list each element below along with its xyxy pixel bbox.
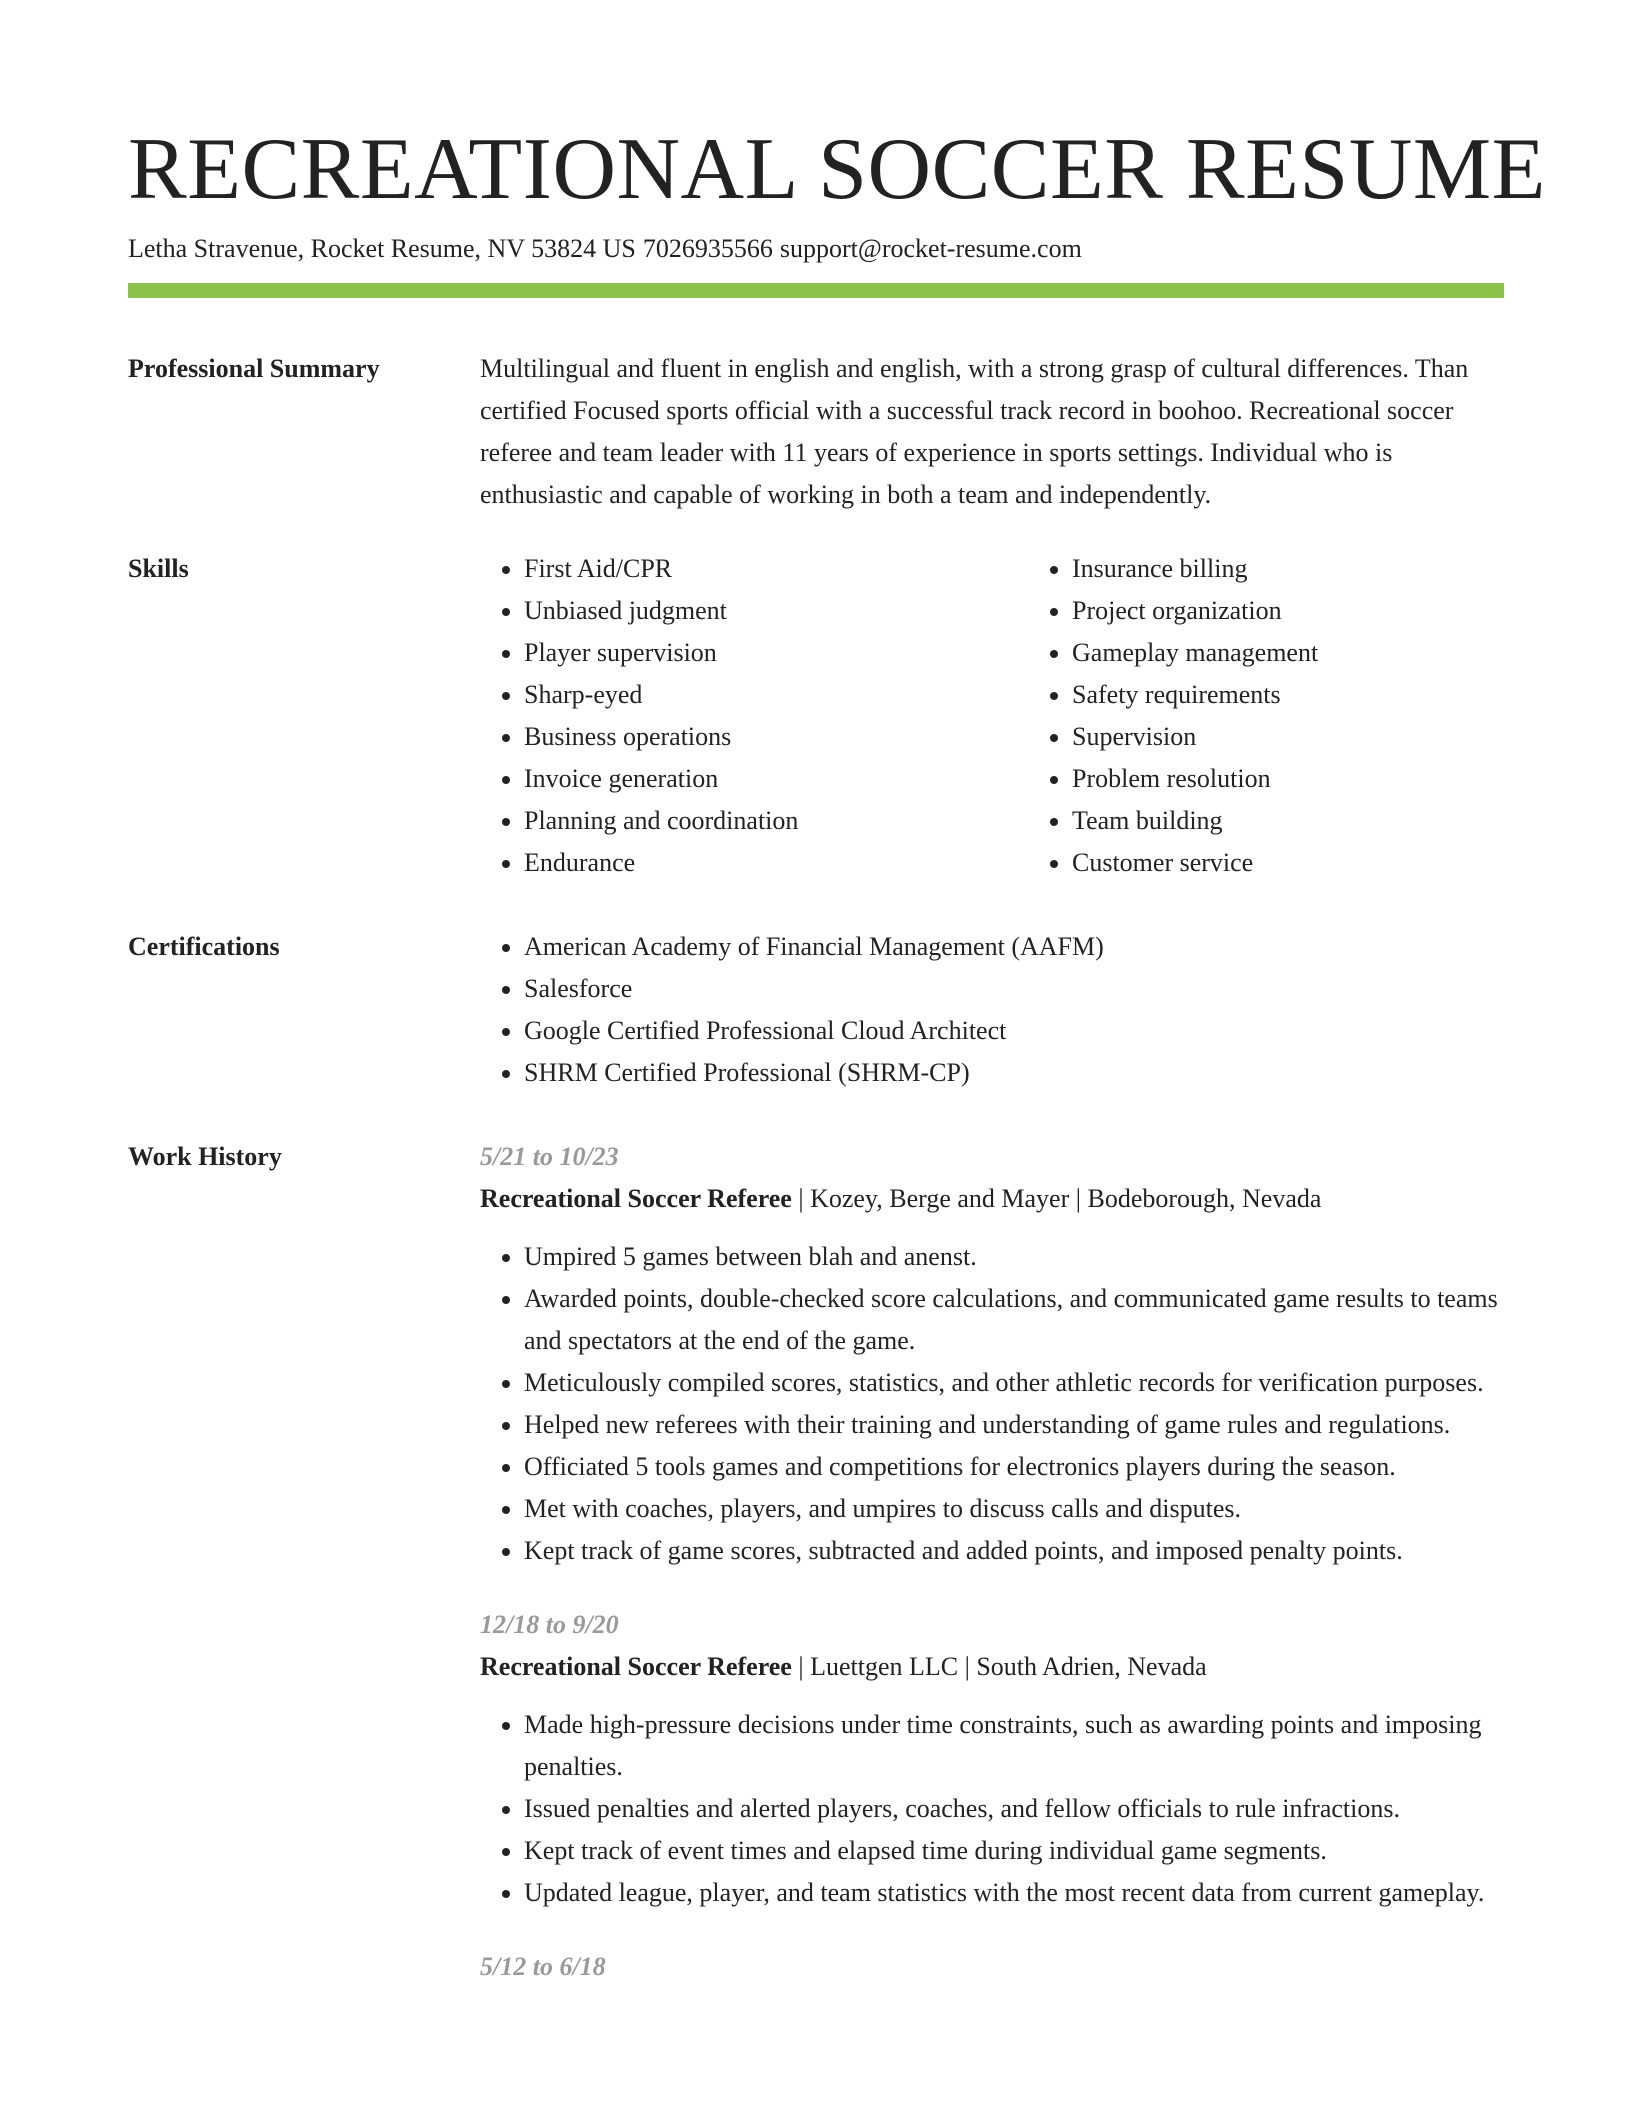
job-dates: 12/18 to 9/20 [480,1610,619,1639]
job-entry [480,1946,1504,1988]
certification-item: • Google Certified Professional Cloud Architect [524,1010,1504,1052]
skill-item: • Gameplay management [1072,632,1576,674]
skill-item: • Sharp-eyed [524,674,1028,716]
certification-item: • Salesforce [524,968,1504,1010]
job-duty-item: • Made high-pressure decisions under time constraints, such as awarding points and imposing penalties. [524,1704,1504,1788]
skill-item: • Player supervision [524,632,1028,674]
skills-list-right [1028,548,1576,884]
skills-list-left [480,548,1028,884]
job-company: Kozey, Berge and Mayer [810,1184,1070,1213]
contact-phone: 7026935566 [642,234,773,263]
job-title: Recreational Soccer Referee [480,1184,792,1213]
job-title: Recreational Soccer Referee [480,1652,792,1681]
job-company: Luettgen LLC [810,1652,959,1681]
certifications-list [480,926,1504,1094]
certification-item: • SHRM Certified Professional (SHRM-CP) [524,1052,1504,1094]
certifications-section [128,926,1504,1094]
job-duty-item: • Kept track of event times and elapsed time during individual game segments. [524,1830,1504,1872]
job-duty-item: • Officiated 5 tools games and competitions for electronics players during the season. [524,1446,1504,1488]
work-history-section [128,1136,1504,2020]
contact-email: support@rocket-resume.com [779,234,1082,263]
job-title-line: Recreational Soccer Referee | Luettgen LLC | South Adrien, Nevada [480,1652,1207,1681]
job-duty-item: • Umpired 5 games between blah and anenst. [524,1236,1504,1278]
skill-item: • First Aid/CPR [524,548,1028,590]
skill-item: • Supervision [1072,716,1576,758]
job-duty-item: • Kept track of game scores, subtracted and added points, and imposed penalty points. [524,1530,1504,1572]
work-history-label: Work History [128,1142,282,1171]
skill-item: • Project organization [1072,590,1576,632]
summary-text: Multilingual and fluent in english and english, with a strong grasp of cultural differences. Than certified Focused sports official with a successful track record in boohoo. Recreational soccer referee and team leader with 11 years of experience in sports settings. Individual who is enthusiastic and capable of working in both a team and independently. [480,354,1469,509]
job-duty-item: • Updated league, player, and team statistics with the most recent data from current gameplay. [524,1872,1504,1914]
job-duty-item: • Meticulously compiled scores, statistics, and other athletic records for verification purposes. [524,1362,1504,1404]
work-history-jobs [480,1136,1504,2020]
job-duties-list [480,1704,1504,1914]
skill-item: • Team building [1072,800,1576,842]
certifications-label: Certifications [128,932,280,961]
skill-item: • Business operations [524,716,1028,758]
job-duty-item: • Awarded points, double-checked score calculations, and communicated game results to teams and spectators at the end of the game. [524,1278,1504,1362]
skills-label: Skills [128,554,189,583]
resume-page [128,120,1546,2020]
skill-item: • Unbiased judgment [524,590,1028,632]
job-duty-item: • Issued penalties and alerted players, coaches, and fellow officials to rule infractions. [524,1788,1504,1830]
contact-line [128,232,1504,266]
job-duties-list [480,1236,1504,1572]
job-dates: 5/12 to 6/18 [480,1952,606,1981]
skill-item: • Problem resolution [1072,758,1576,800]
skill-item: • Safety requirements [1072,674,1576,716]
job-title-line: Recreational Soccer Referee | Kozey, Berge and Mayer | Bodeborough, Nevada [480,1184,1322,1213]
job-entry [480,1136,1504,1572]
job-duty-item: • Met with coaches, players, and umpires to discuss calls and disputes. [524,1488,1504,1530]
summary-section [128,348,1504,516]
summary-label: Professional Summary [128,354,380,383]
job-entry [480,1604,1504,1914]
resume-title: RECREATIONAL SOCCER RESUME [128,121,1546,218]
skill-item: • Customer service [1072,842,1576,884]
contact-address: Letha Stravenue, Rocket Resume, NV 53824 US [128,234,636,263]
job-duty-item: • Helped new referees with their training and understanding of game rules and regulations. [524,1404,1504,1446]
certification-item: • American Academy of Financial Management (AAFM) [524,926,1504,968]
job-location: Bodeborough, Nevada [1087,1184,1322,1213]
skill-item: • Planning and coordination [524,800,1028,842]
job-location: South Adrien, Nevada [976,1652,1207,1681]
header-divider [128,283,1504,298]
job-dates: 5/21 to 10/23 [480,1142,619,1171]
skills-section [128,548,1504,884]
skill-item: • Invoice generation [524,758,1028,800]
skill-item: • Insurance billing [1072,548,1576,590]
skill-item: • Endurance [524,842,1028,884]
